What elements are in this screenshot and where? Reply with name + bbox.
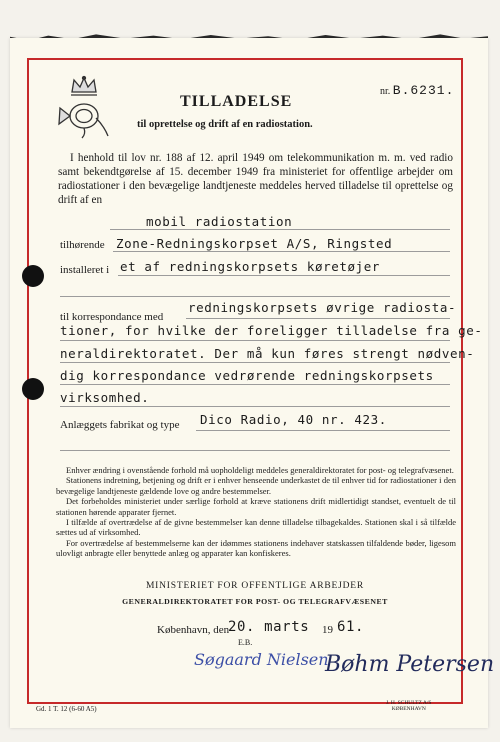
correspondence-line-2: tioner, for hvilke der foreligger tilladelse fra ge- bbox=[60, 323, 483, 338]
punch-hole bbox=[22, 265, 44, 287]
place-date-label: København, den bbox=[157, 624, 230, 636]
fill-line bbox=[110, 229, 450, 230]
regulation-note: Det forbeholdes ministeriet under særlige forhold at kræve stationens drift midlertidigt standset, eventuelt de til stationen hørende apparater fjernet. bbox=[56, 496, 456, 517]
correspondence-line-4: dig korrespondance vedrørende redningskorpsets bbox=[60, 368, 434, 383]
installed-value: et af redningskorpsets køretøjer bbox=[120, 259, 381, 274]
permit-number-value: B.6231. bbox=[392, 83, 455, 98]
printer-mark bbox=[386, 700, 432, 712]
form-code: Gd. 1 T. 12 (6-60 A5) bbox=[36, 705, 97, 713]
fill-line bbox=[118, 275, 450, 276]
installed-label: installeret i bbox=[60, 264, 110, 276]
printer-city: KØBENHAVN bbox=[391, 706, 426, 712]
year-suffix: 61. bbox=[337, 619, 365, 635]
owner-value: Zone-Redningskorpset A/S, Ringsted bbox=[116, 236, 393, 251]
intro-paragraph: I henhold til lov nr. 188 af 12. april 1949 om telekommunikation m. m. ved radio samt bekendtgørelse af 15. december 1949 fra ministeriet for offentlige arbejder om radiostationer i den bevægelige landtjeneste meddeles herved tilladelse til oprettelse og drift af en bbox=[58, 152, 453, 206]
fill-line bbox=[196, 430, 450, 431]
punch-hole bbox=[22, 378, 44, 400]
regulation-note: For overtrædelse af bestemmelserne kan der idømmes stationens indehaver statskassen tilfaldende bøder, ligesom ulovligt anbragte eller benyttede anlæg og apparater kan konfiskeres. bbox=[56, 537, 456, 559]
fill-line bbox=[60, 296, 450, 297]
signature-left: Søgaard Nielsen bbox=[194, 650, 329, 669]
crown-and-posthorn-icon bbox=[56, 74, 112, 140]
correspondence-line-1: redningskorpsets øvrige radiosta- bbox=[188, 300, 457, 315]
document-title: TILLADELSE bbox=[180, 93, 293, 110]
fill-line bbox=[60, 450, 450, 451]
correspondence-label: til korrespondance med bbox=[60, 311, 164, 323]
fill-line bbox=[60, 406, 450, 407]
regulations-notes bbox=[56, 465, 456, 559]
regulation-note: I tilfælde af overtrædelse af de givne bestemmelser kan denne tilladelse tilbagekaldes. Stationen skal i så tilfælde sættes ud af virksomhed. bbox=[56, 517, 456, 538]
document-subtitle: til oprettelse og drift af en radiostation. bbox=[137, 119, 313, 130]
fill-line bbox=[60, 384, 450, 385]
regulation-note: Stationens indretning, betjening og drift er i enhver henseende underkastet de til enhver tid for radiostationer i den bevægelige landtjeneste gældende love og andre bestemmelser. bbox=[56, 475, 456, 496]
fill-line bbox=[60, 340, 450, 341]
ministry-name: MINISTERIET FOR OFFENTLIGE ARBEJDER bbox=[145, 581, 365, 591]
make-label: Anlæggets fabrikat og type bbox=[60, 419, 180, 431]
permit-number bbox=[380, 83, 454, 98]
signature-right: Bøhm Petersen bbox=[325, 652, 495, 677]
fill-line bbox=[113, 251, 450, 252]
correspondence-line-5: virksomhed. bbox=[60, 390, 150, 405]
printer-name: J. H. SCHULTZ A/S bbox=[386, 700, 432, 706]
issue-date: 20. marts bbox=[228, 619, 310, 635]
make-value: Dico Radio, 40 nr. 423. bbox=[200, 412, 387, 427]
eb-initials: E.B. bbox=[238, 638, 253, 647]
fill-line bbox=[186, 318, 450, 319]
directorate-name: GENERALDIREKTORATET FOR POST- OG TELEGRAFVÆSENET bbox=[122, 597, 388, 606]
regulation-note: Enhver ændring i ovenstående forhold må uopholdeligt meddeles generaldirektoratet for post- og telegrafvæsenet. bbox=[66, 465, 454, 475]
correspondence-line-3: neraldirektoratet. Der må kun føres strengt nødven- bbox=[60, 346, 475, 361]
year-prefix: 19 bbox=[322, 624, 333, 636]
permit-number-label: nr. bbox=[380, 86, 391, 97]
owner-label: tilhørende bbox=[60, 239, 105, 251]
fill-line bbox=[60, 362, 450, 363]
station-type-value: mobil radiostation bbox=[146, 214, 293, 229]
